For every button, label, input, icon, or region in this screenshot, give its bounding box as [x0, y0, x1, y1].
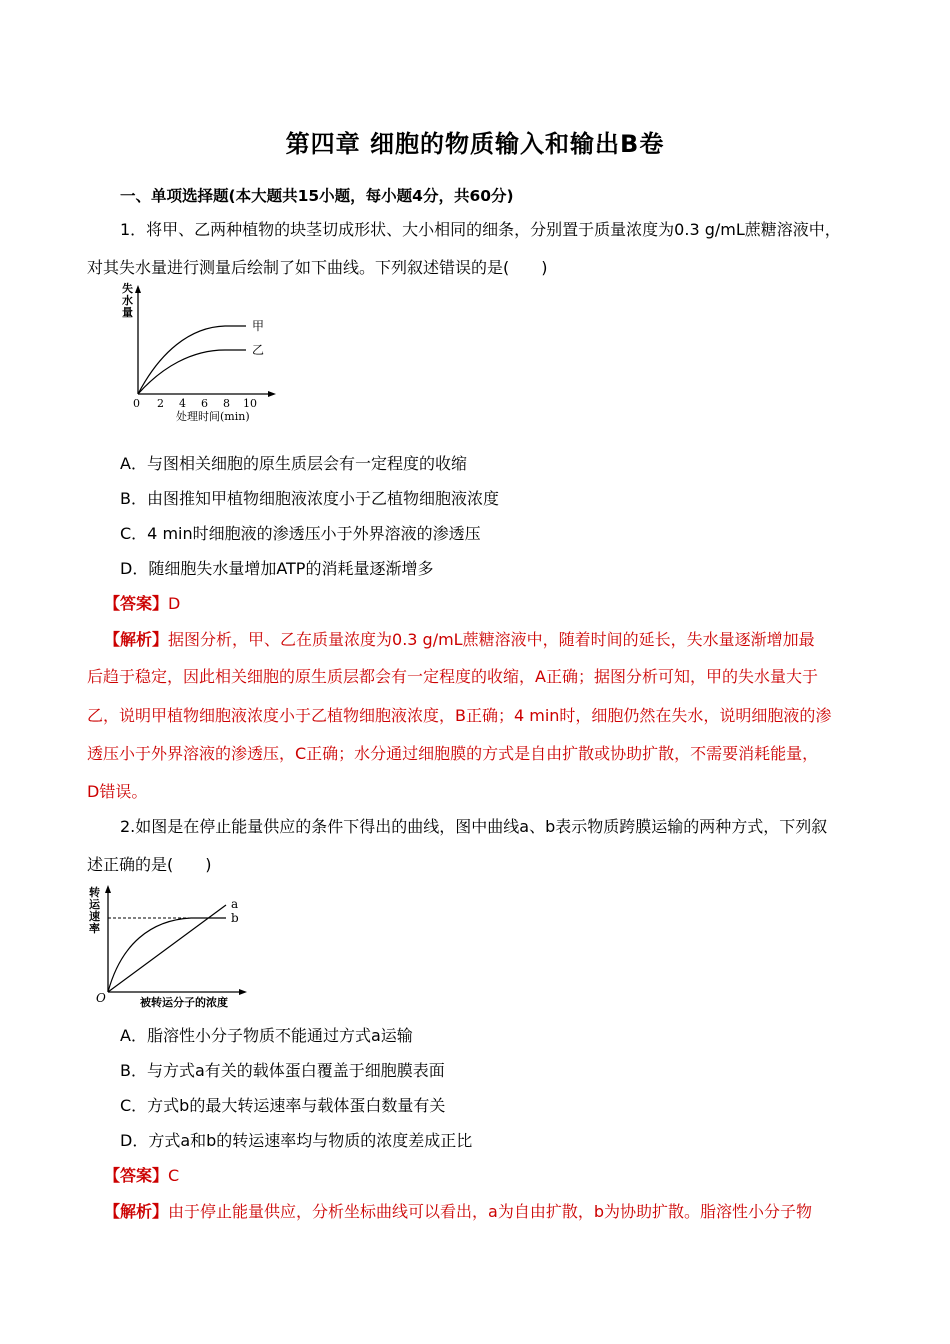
q2-analysis-text: 由于停止能量供应，分析坐标曲线可以看出，a为自由扩散，b为协助扩散。脂溶性小分子物: [168, 1202, 812, 1221]
q2-y-label: [89, 885, 104, 935]
q2-y-label-char: 运: [89, 898, 100, 911]
q2-curve-label-b: b: [231, 911, 239, 925]
q2-y-label-char: 速: [89, 910, 100, 923]
q1-analysis-text: 据图分析，甲、乙在质量浓度为0.3 g/mL蔗糖溶液中，随着时间的延长，失水量逐渐增加最: [168, 630, 815, 649]
q1-option-a: A．与图相关细胞的原生质层会有一定程度的收缩: [120, 454, 467, 473]
q2-stem-line2: 述正确的是( ): [87, 855, 212, 874]
q2-x-label: 被转运分子的浓度: [140, 996, 228, 1009]
q1-x-tick: 4: [179, 397, 186, 410]
q1-x-label: 处理时间(min): [176, 410, 250, 422]
q1-y-label-char: 量: [122, 306, 133, 319]
q2-x-axis: [108, 989, 247, 995]
q2-y-axis: [105, 885, 111, 992]
q1-analysis-line: 乙，说明甲植物细胞液浓度小于乙植物细胞液浓度，B正确；4 min时，细胞仍然在失水，说明细胞液的渗: [87, 706, 832, 725]
q2-option-d: D．方式a和b的转运速率均与物质的浓度差成正比: [120, 1131, 473, 1150]
q2-figure: [86, 884, 256, 1012]
q1-answer: [104, 592, 180, 616]
q2-option-a: A．脂溶性小分子物质不能通过方式a运输: [120, 1026, 413, 1045]
q1-answer-tag: 【答案】: [104, 594, 169, 613]
q1-curve-yi: [138, 350, 246, 394]
q2-answer: [104, 1164, 179, 1188]
q2-answer-tag: 【答案】: [104, 1166, 169, 1185]
q1-option-c: C．4 min时细胞液的渗透压小于外界溶液的渗透压: [120, 524, 481, 543]
q1-analysis-line: D错误。: [87, 782, 148, 801]
q2-curve-label-a: a: [231, 897, 239, 911]
q1-y-label: [122, 282, 137, 319]
q1-origin-label: 0: [133, 397, 140, 410]
q1-stem-line1: 1．将甲、乙两种植物的块茎切成形状、大小相同的细条，分别置于质量浓度为0.3 g/mL蔗糖溶液中，: [120, 220, 841, 239]
q1-figure: [100, 282, 290, 422]
q1-x-tick: 6: [201, 397, 208, 410]
q1-analysis-line: 透压小于外界溶液的渗透压，C正确；水分通过细胞膜的方式是自由扩散或协助扩散，不需要消耗能量，: [87, 744, 819, 763]
q1-x-tick: 10: [243, 397, 257, 410]
q1-option-b: B．由图推知甲植物细胞液浓度小于乙植物细胞液浓度: [120, 489, 499, 508]
q2-stem-line1: 2.如图是在停止能量供应的条件下得出的曲线，图中曲线a、b表示物质跨膜运输的两种方式，下列叙: [120, 817, 828, 836]
q1-analysis-line: [104, 628, 815, 652]
q1-curve-label-jia: 甲: [252, 319, 265, 333]
q2-y-label-char: 率: [89, 922, 100, 935]
q2-analysis-line: [104, 1200, 812, 1224]
q1-x-tick: 8: [223, 397, 230, 410]
q2-option-b: B．与方式a有关的载体蛋白覆盖于细胞膜表面: [120, 1061, 445, 1080]
q2-origin-label: O: [96, 991, 106, 1005]
q1-y-label-char: 失: [122, 282, 133, 295]
q1-curve-jia: [138, 326, 246, 394]
page-title: 第四章 细胞的物质输入和输出B卷: [285, 130, 665, 158]
q2-option-c: C．方式b的最大转运速率与载体蛋白数量有关: [120, 1096, 446, 1115]
q1-stem-line2: 对其失水量进行测量后绘制了如下曲线。下列叙述错误的是( ): [87, 258, 548, 277]
q2-curve-b: [108, 918, 226, 992]
q1-option-d: D．随细胞失水量增加ATP的消耗量逐渐增多: [120, 559, 434, 578]
q1-curve-label-yi: 乙: [252, 343, 265, 357]
q1-x-tick: 2: [157, 397, 164, 410]
q1-analysis-line: 后趋于稳定，因此相关细胞的原生质层都会有一定程度的收缩，A正确；据图分析可知，甲的失水量大于: [87, 667, 818, 686]
q1-answer-value: D: [168, 594, 181, 613]
q1-analysis-tag: 【解析】: [104, 630, 169, 649]
q2-analysis-tag: 【解析】: [104, 1202, 169, 1221]
q2-y-label-char: 转: [89, 886, 100, 899]
section-heading: 一、单项选择题(本大题共15小题，每小题4分，共60分): [120, 187, 514, 205]
q2-answer-value: C: [168, 1166, 180, 1185]
q1-y-label-char: 水: [122, 294, 133, 307]
